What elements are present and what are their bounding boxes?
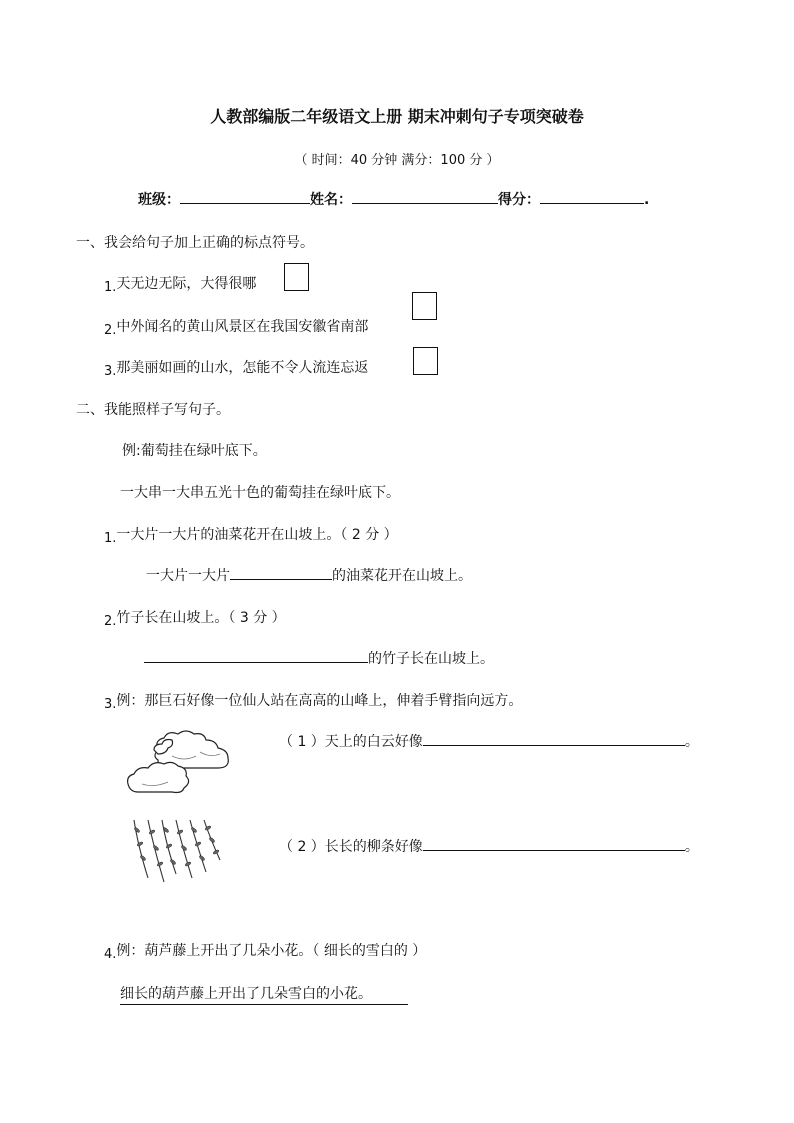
score-field[interactable] xyxy=(540,189,644,204)
punct-box-3[interactable] xyxy=(413,347,438,375)
q4-prompt: 4.例：葫芦藤上开出了几朵小花。（ 细长的雪白的 ） xyxy=(104,943,427,962)
q2-answer-line: 的竹子长在山坡上。 xyxy=(144,648,494,668)
section1-item-3: 3.那美丽如画的山水，怎能不令人流连忘返 xyxy=(104,360,369,379)
score-label: 得分： xyxy=(498,192,540,208)
example-line: 例:葡萄挂在绿叶底下。 xyxy=(122,443,267,459)
section2-heading: 二、我能照样子写句子。 xyxy=(76,402,230,418)
willow-icon xyxy=(126,816,230,886)
q1-answer-line: 一大片一大片 的油菜花开在山坡上。 xyxy=(146,565,472,585)
info-row xyxy=(138,189,649,209)
section1-heading: 一、我会给句子加上正确的标点符号。 xyxy=(76,235,314,251)
name-label: 姓名： xyxy=(310,192,352,208)
end-period: . xyxy=(644,192,650,208)
section1-item-1: 1.天无边无际，大得很哪 xyxy=(104,276,257,295)
q3-prompt: 3.例：那巨石好像一位仙人站在高高的山峰上，伸着手臂指向远方。 xyxy=(104,693,523,712)
q3-sub1-blank[interactable] xyxy=(423,731,685,746)
name-field[interactable] xyxy=(352,189,498,204)
punct-box-1[interactable] xyxy=(284,263,309,291)
section1-item-2: 2.中外闻名的黄山风景区在我国安徽省南部 xyxy=(104,319,369,338)
q4-answer: 细长的葫芦藤上开出了几朵雪白的小花。 xyxy=(120,983,408,1005)
q3-sub2-blank[interactable] xyxy=(423,836,685,851)
q1-prompt: 1.一大片一大片的油菜花开在山坡上。（ 2 分 ） xyxy=(104,527,398,546)
q3-sub2: （ 2 ）长长的柳条好像 。 xyxy=(279,836,699,856)
q2-prompt: 2.竹子长在山坡上。（ 3 分 ） xyxy=(104,610,286,629)
class-field[interactable] xyxy=(180,189,310,204)
page-title: 人教部编版二年级语文上册 期末冲刺句子专项突破卷 xyxy=(210,107,584,126)
example-answer: 一大串一大串五光十色的葡萄挂在绿叶底下。 xyxy=(120,485,400,501)
q3-sub1: （ 1 ）天上的白云好像 。 xyxy=(279,731,699,751)
q2-blank[interactable] xyxy=(144,648,368,663)
time-info: （ 时间：40 分钟 满分：100 分 ） xyxy=(294,153,500,168)
class-label: 班级： xyxy=(138,192,180,208)
cloud-icon xyxy=(124,726,238,802)
q1-blank[interactable] xyxy=(230,565,332,580)
punct-box-2[interactable] xyxy=(412,292,437,320)
